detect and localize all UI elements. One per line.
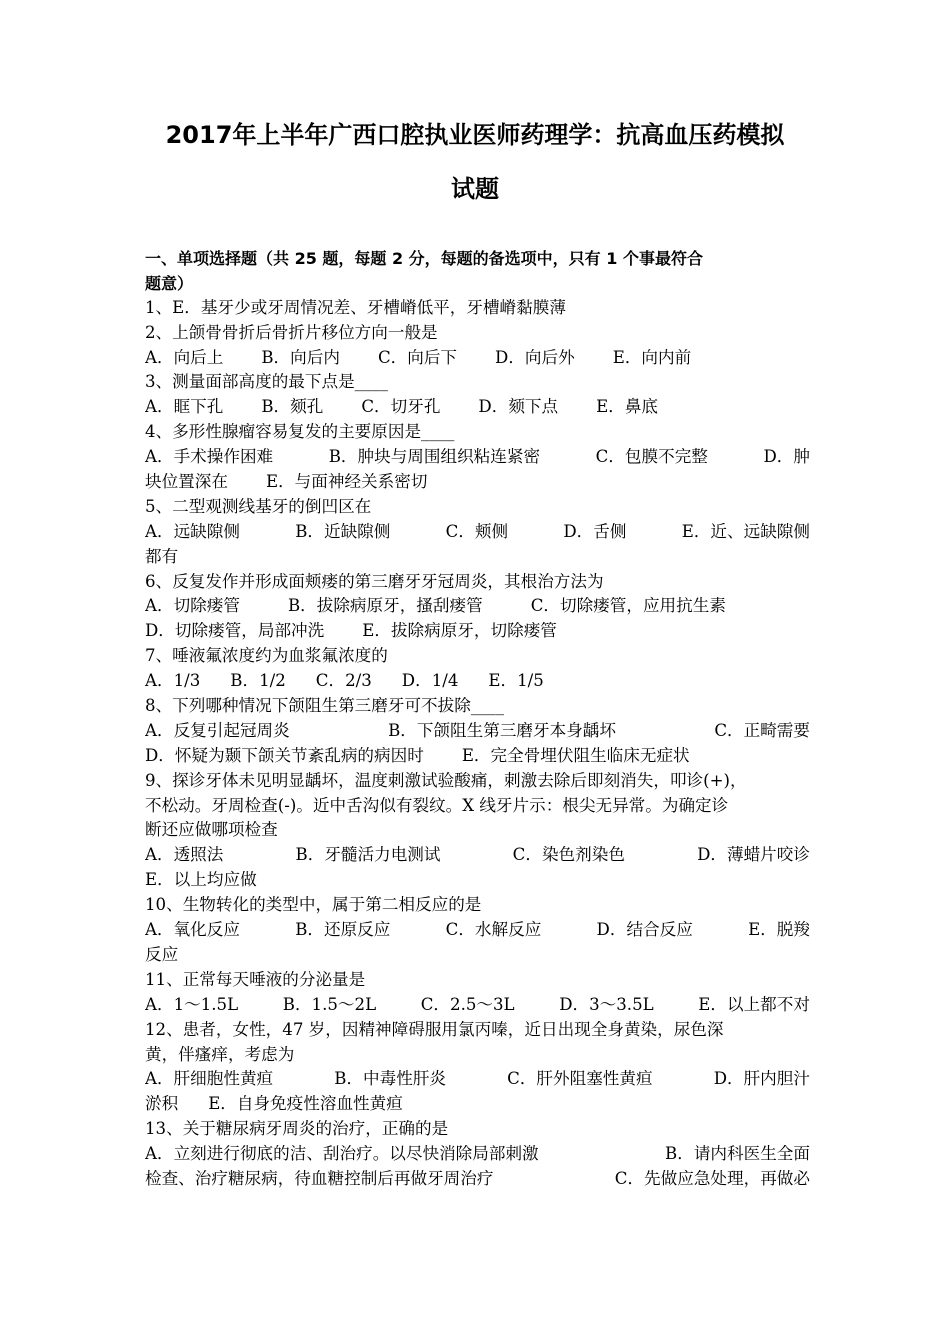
text-line bbox=[145, 868, 810, 893]
answer-option: A．手术操作困难 bbox=[145, 447, 274, 467]
answer-option: D．切除瘘管，局部冲洗 bbox=[145, 621, 325, 641]
answer-option: B．牙髓活力电测试 bbox=[295, 845, 441, 865]
answer-option: A．眶下孔 bbox=[145, 397, 224, 417]
section-heading-line2: 题意） bbox=[145, 273, 194, 293]
line-text: 1、E．基牙少或牙周情况差、牙槽嵴低平，牙槽嵴黏膜薄 bbox=[145, 297, 566, 317]
answer-option: D．结合反应 bbox=[596, 920, 693, 940]
answer-option: E．1/5 bbox=[488, 671, 544, 691]
text-line bbox=[145, 794, 810, 819]
answer-option: B．向后内 bbox=[261, 347, 340, 367]
line-text: 13、关于糖尿病牙周炎的治疗，正确的是 bbox=[145, 1119, 449, 1139]
answer-option: A．透照法 bbox=[145, 845, 224, 865]
answer-option: C．2/3 bbox=[315, 671, 372, 691]
text-line bbox=[145, 395, 810, 420]
line-text: 4、多形性腺瘤容易复发的主要原因是____ bbox=[145, 422, 455, 442]
answer-option: A．反复引起冠周炎 bbox=[145, 720, 290, 740]
answer-option: E．近、远缺隙侧 bbox=[681, 521, 810, 541]
document-title-line1: 2017年上半年广西口腔执业医师药理学：抗高血压药模拟 bbox=[165, 121, 785, 149]
line-text: 反应 bbox=[145, 944, 179, 964]
answer-option: B．中毒性肝炎 bbox=[334, 1069, 447, 1089]
text-line bbox=[145, 570, 810, 595]
answer-option: E．自身免疫性溶血性黄疸 bbox=[208, 1094, 403, 1114]
answer-option: A．氧化反应 bbox=[145, 920, 240, 940]
document-body bbox=[145, 246, 810, 1192]
line-text: 8、下列哪种情况下颌阻生第三磨牙可不拔除____ bbox=[145, 696, 505, 716]
line-text: 5、二型观测线基牙的倒凹区在 bbox=[145, 496, 372, 516]
text-line bbox=[145, 1117, 810, 1142]
answer-option: A．1～1.5L bbox=[145, 994, 239, 1014]
line-text: 7、唾液氟浓度约为血浆氟浓度的 bbox=[145, 646, 388, 666]
answer-option: E．以上都不对 bbox=[698, 994, 810, 1014]
text-line bbox=[145, 769, 810, 794]
text-line bbox=[145, 619, 810, 644]
answer-option: B．肿块与周围组织粘连紧密 bbox=[328, 447, 541, 467]
line-text: 9、探诊牙体未见明显龋坏，温度刺激试验酸痛，刺激去除后即刻消失，叩诊(+)， bbox=[145, 770, 747, 790]
answer-option: C．染色剂染色 bbox=[512, 845, 625, 865]
answer-option: B．拔除病原牙，搔刮瘘管 bbox=[287, 596, 483, 616]
line-text: 12、患者，女性，47 岁，因精神障碍服用氯丙嗪，近日出现全身黄染，尿色深 bbox=[145, 1019, 724, 1039]
answer-option: B．1/2 bbox=[230, 671, 286, 691]
line-text: 断还应做哪项检查 bbox=[145, 820, 278, 840]
text-line bbox=[145, 470, 810, 495]
text-line bbox=[145, 1092, 810, 1117]
answer-option: D．3～3.5L bbox=[559, 994, 654, 1014]
text-line bbox=[145, 495, 810, 520]
text-line bbox=[145, 918, 810, 943]
question-list bbox=[145, 296, 810, 1192]
text-line bbox=[145, 445, 810, 470]
text-line bbox=[145, 968, 810, 993]
answer-option: C．颊侧 bbox=[445, 521, 509, 541]
answer-option: D．怀疑为颞下颌关节紊乱病的病因时 bbox=[145, 745, 424, 765]
answer-option: 淤积 bbox=[145, 1094, 179, 1114]
text-line bbox=[145, 1067, 810, 1092]
line-text: 11、正常每天唾液的分泌量是 bbox=[145, 969, 366, 989]
answer-option: C．切除瘘管，应用抗生素 bbox=[530, 596, 726, 616]
answer-option: E．与面神经关系密切 bbox=[265, 472, 428, 492]
text-line bbox=[145, 993, 810, 1018]
answer-option: D．1/4 bbox=[401, 671, 459, 691]
answer-option: D．颏下点 bbox=[478, 397, 559, 417]
line-text: E．以上均应做 bbox=[145, 870, 257, 890]
text-line bbox=[145, 296, 810, 321]
text-line bbox=[145, 644, 810, 669]
answer-option: A．立刻进行彻底的洁、刮治疗。以尽快消除局部刺激 bbox=[145, 1144, 539, 1164]
answer-option: C．肝外阻塞性黄疸 bbox=[507, 1069, 653, 1089]
text-line bbox=[145, 346, 810, 371]
text-line bbox=[145, 1167, 810, 1192]
text-line bbox=[145, 545, 810, 570]
answer-option: A．远缺隙侧 bbox=[145, 521, 240, 541]
line-text: 不松动。牙周检查(-)。近中舌沟似有裂纹。X 线牙片示：根尖无异常。为确定诊 bbox=[145, 795, 729, 815]
answer-option: D．舌侧 bbox=[563, 521, 627, 541]
answer-option: D．向后外 bbox=[495, 347, 575, 367]
text-line bbox=[145, 420, 810, 445]
document-title-line2: 试题 bbox=[451, 175, 499, 203]
text-line bbox=[145, 321, 810, 346]
answer-option: C．正畸需要 bbox=[714, 720, 810, 740]
answer-option: 检查、治疗糖尿病，待血糖控制后再做牙周治疗 bbox=[145, 1168, 494, 1188]
answer-option: A．向后上 bbox=[145, 347, 224, 367]
answer-option: E．鼻底 bbox=[596, 397, 659, 417]
answer-option: A．切除瘘管 bbox=[145, 596, 240, 616]
text-line bbox=[145, 744, 810, 769]
answer-option: A．肝细胞性黄疸 bbox=[145, 1069, 274, 1089]
text-line bbox=[145, 818, 810, 843]
text-line bbox=[145, 594, 810, 619]
answer-option: D．肿 bbox=[763, 447, 810, 467]
answer-option: C．向后下 bbox=[377, 347, 458, 367]
answer-option: B．颏孔 bbox=[261, 397, 324, 417]
answer-option: D．肝内胆汁 bbox=[713, 1069, 810, 1089]
section-heading-line1: 一、单项选择题（共 25 题，每题 2 分，每题的备选项中，只有 1 个事最符合 bbox=[145, 249, 703, 268]
answer-option: E．向内前 bbox=[612, 347, 692, 367]
answer-option: B．1.5～2L bbox=[282, 994, 377, 1014]
answer-option: 块位置深在 bbox=[145, 472, 228, 492]
line-text: 黄，伴瘙痒，考虑为 bbox=[145, 1044, 295, 1064]
answer-option: C．包膜不完整 bbox=[595, 447, 708, 467]
answer-option: E．脱羧 bbox=[748, 920, 810, 940]
answer-option: E．拔除病原牙，切除瘘管 bbox=[362, 621, 557, 641]
text-line bbox=[145, 893, 810, 918]
answer-option: E．完全骨埋伏阻生临床无症状 bbox=[461, 745, 690, 765]
line-text: 3、测量面部高度的最下点是____ bbox=[145, 372, 388, 392]
line-text: 2、上颌骨骨折后骨折片移位方向一般是 bbox=[145, 322, 438, 342]
answer-option: D．薄蜡片咬诊 bbox=[697, 845, 810, 865]
answer-option: B．近缺隙侧 bbox=[295, 521, 391, 541]
text-line bbox=[145, 520, 810, 545]
text-line bbox=[145, 370, 810, 395]
answer-option: C．水解反应 bbox=[445, 920, 542, 940]
answer-option: B．下颌阻生第三磨牙本身龋坏 bbox=[388, 720, 616, 740]
answer-option: B．请内科医生全面 bbox=[665, 1144, 810, 1164]
answer-option: B．还原反应 bbox=[295, 920, 391, 940]
text-line bbox=[145, 694, 810, 719]
line-text: 6、反复发作并形成面颊瘘的第三磨牙牙冠周炎，其根治方法为 bbox=[145, 571, 604, 591]
text-line bbox=[145, 1018, 810, 1043]
answer-option: C．先做应急处理，再做必 bbox=[614, 1168, 810, 1188]
text-line bbox=[145, 669, 810, 694]
line-text: 都有 bbox=[145, 546, 179, 566]
text-line bbox=[145, 843, 810, 868]
text-line bbox=[145, 719, 810, 744]
text-line bbox=[145, 1043, 810, 1068]
text-line bbox=[145, 1142, 810, 1167]
line-text: 10、生物转化的类型中，属于第二相反应的是 bbox=[145, 895, 482, 915]
answer-option: C．切牙孔 bbox=[361, 397, 441, 417]
answer-option: A．1/3 bbox=[145, 671, 201, 691]
answer-option: C．2.5～3L bbox=[420, 994, 515, 1014]
text-line bbox=[145, 943, 810, 968]
